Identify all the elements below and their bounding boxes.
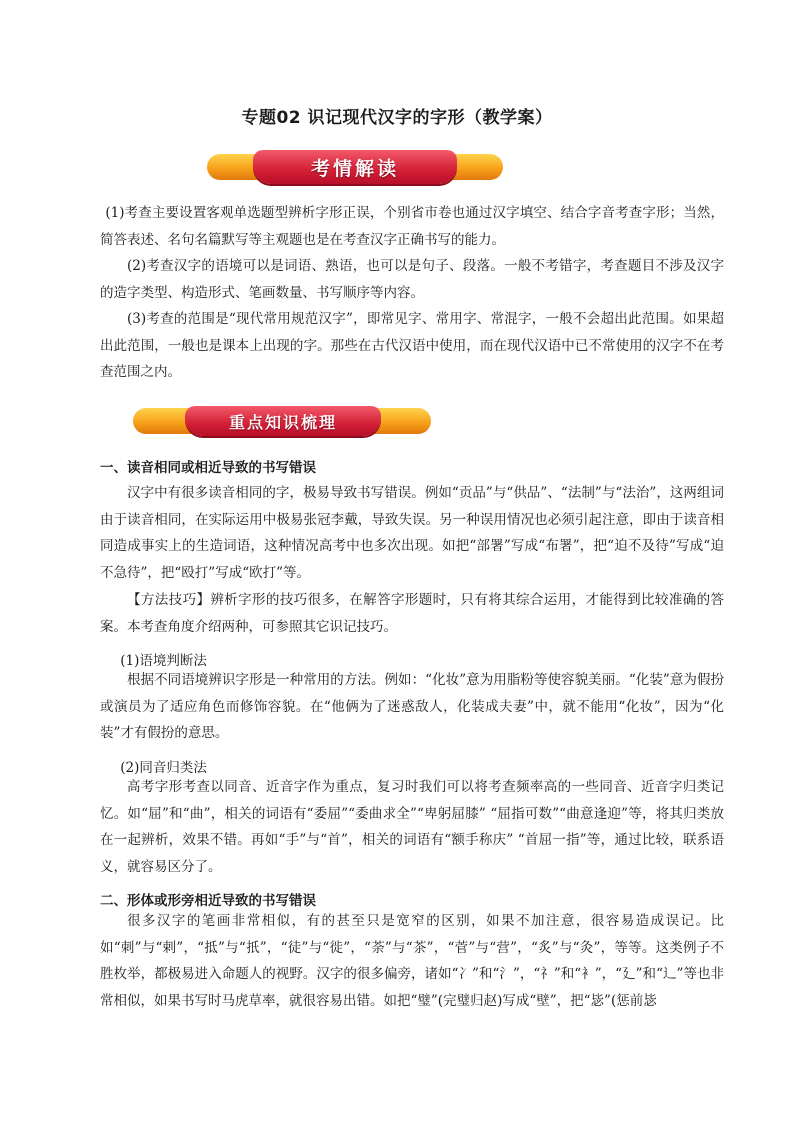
document-title: 专题02 识记现代汉字的字形（教学案） xyxy=(241,108,553,128)
paragraph-6: 根据不同语境辨识字形是一种常用的方法。例如：“化妆”意为用脂粉等使容貌美丽。“化装”意为假扮或演员为了适应角色而修饰容貌。在“他俩为了迷惑敌人，化装成夫妻”中，就不能用“化妆”，因为“化装”才有假扮的意思。 xyxy=(100,672,724,741)
paragraph-2: (2)考查汉字的语境可以是词语、熟语，也可以是句子、段落。一般不考错字，考查题目不涉及汉字的造字类型、构造形式、笔画数量、书写顺序等内容。 xyxy=(100,258,724,301)
paragraph-8: 很多汉字的笔画非常相似，有的甚至只是宽窄的区别，如果不加注意，很容易造成误记。比如“刺”与“剌”，“抵”与“扺”，“徒”与“徙”，“荼”与“茶”，“菅”与“营”，“炙”与“灸”，等等。这类例子不胜枚举，都极易进入命题人的视野。汉字的很多偏旁，诸如“冫”和“氵”，“礻”和“衤”，“廴”和“辶”等也非常相似，如果书写时马虎草率，就很容易出错。如把“璧”(完璧归赵)写成“壁”，把“毖”(惩前毖 xyxy=(100,913,724,1009)
banner-plate xyxy=(185,406,381,436)
section-banner-key-knowledge xyxy=(133,404,431,438)
subheading-context-method: (1)语境判断法 xyxy=(120,653,207,669)
paragraph-4: 汉字中有很多读音相同的字，极易导致书写错误。例如“贡品”与“供品”、“法制”与“法治”，这两组词由于读音相同，在实际运用中极易张冠李戴，导致失误。另一种误用情况也必须引起注意，即由于读音相同造成事实上的生造词语，这种情况高考中也多次出现。如把“部署”写成“布署”，把“迫不及待”写成“迫不急待”，把“殴打”写成“欧打”等。 xyxy=(100,485,724,581)
banner-label: 考情解读 xyxy=(310,157,399,180)
paragraph-5: 【方法技巧】辨析字形的技巧很多，在解答字形题时，只有将其综合运用，才能得到比较准确的答案。本考查角度介绍两种，可参照其它识记技巧。 xyxy=(100,592,724,635)
section-heading-2: 二、形体或形旁相近导致的书写错误 xyxy=(100,893,316,909)
paragraph-3: (3)考查的范围是“现代常用规范汉字”，即常见字、常用字、常混字，一般不会超出此范围。如果超出此范围，一般也是课本上出现的字。那些在古代汉语中使用，而在现代汉语中已不常使用的汉字不在考查范围之内。 xyxy=(100,311,724,380)
paragraph-7: 高考字形考查以同音、近音字作为重点，复习时我们可以将考查频率高的一些同音、近音字归类记忆。如“屈”和“曲”，相关的词语有“委屈”“委曲求全”“卑躬屈膝” “屈指可数”“曲意逢迎”等，将其归类放在一起辨析，效果不错。再如“手”与“首”，相关的词语有“额手称庆” “首屈一指”等，通过比较，联系语义，就容易区分了。 xyxy=(100,779,724,875)
paragraph-1: (1)考查主要设置客观单选题型辨析字形正误，个别省市卷也通过汉字填空、结合字音考查字形；当然，简答表述、名句名篇默写等主观题也是在考查汉字正确书写的能力。 xyxy=(100,205,724,248)
subheading-homophone-method: (2)同音归类法 xyxy=(120,760,207,776)
section-heading-1: 一、读音相同或相近导致的书写错误 xyxy=(100,460,316,476)
banner-label: 重点知识梳理 xyxy=(228,412,337,432)
banner-plate xyxy=(253,150,457,184)
section-banner-exam-analysis xyxy=(207,150,503,184)
